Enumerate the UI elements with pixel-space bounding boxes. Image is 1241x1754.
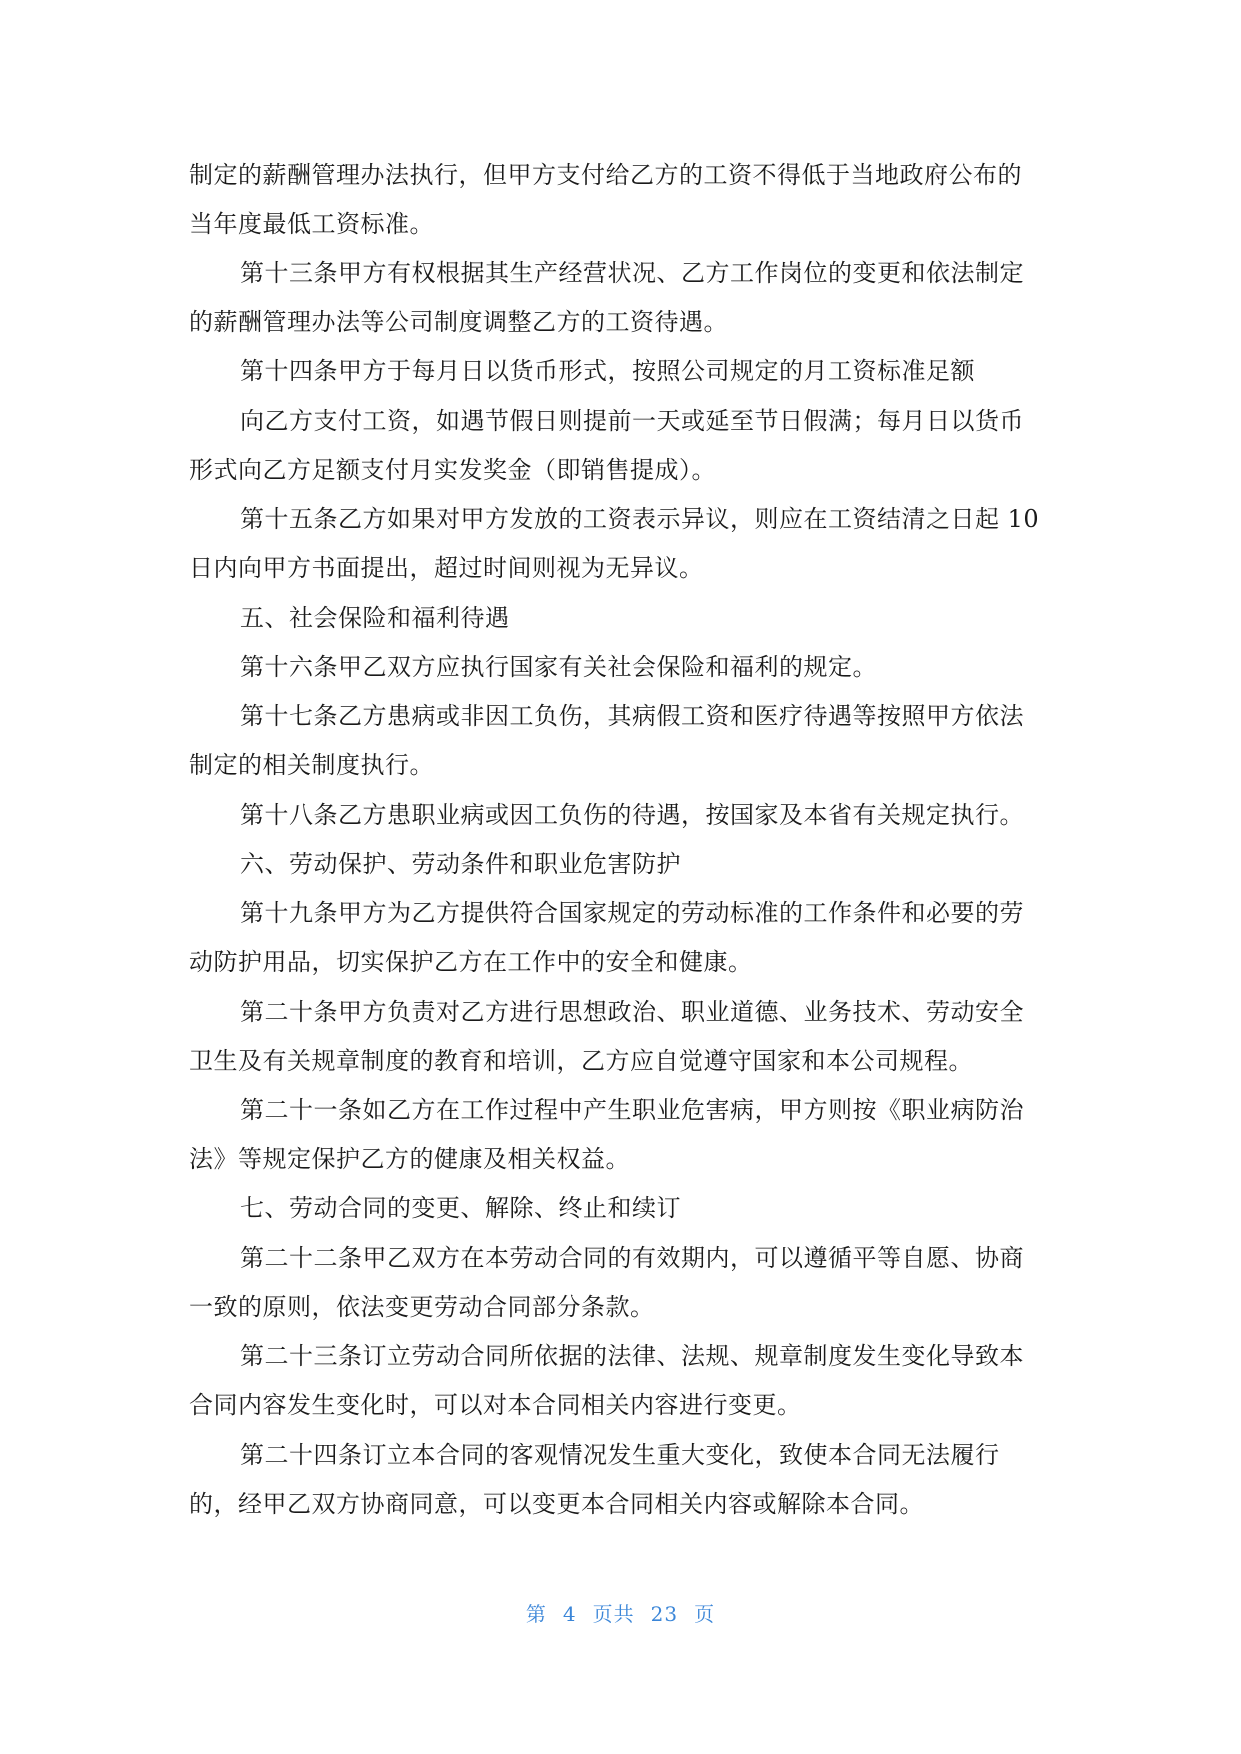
text-line: 第十八条乙方患职业病或因工负伤的待遇，按国家及本省有关规定执行。 [240, 801, 1024, 829]
text-line: 第二十二条甲乙双方在本劳动合同的有效期内，可以遵循平等自愿、协商 [240, 1244, 1024, 1272]
text-line: 卫生及有关规章制度的教育和培训，乙方应自觉遵守国家和本公司规程。 [189, 1047, 973, 1075]
page-footer [0, 1600, 1241, 1628]
footer-suffix: 页 [694, 1602, 716, 1626]
text-line: 第十九条甲方为乙方提供符合国家规定的劳动标准的工作条件和必要的劳 [240, 899, 1024, 927]
section-heading: 五、社会保险和福利待遇 [240, 604, 510, 632]
text-line: 制定的薪酬管理办法执行，但甲方支付给乙方的工资不得低于当地政府公布的 [189, 161, 1022, 189]
current-page-number: 4 [562, 1602, 577, 1626]
section-heading: 六、劳动保护、劳动条件和职业危害防护 [240, 850, 681, 878]
text-line: 制定的相关制度执行。 [189, 751, 434, 779]
text-line: 动防护用品，切实保护乙方在工作中的安全和健康。 [189, 948, 753, 976]
text-line: 法》等规定保护乙方的健康及相关权益。 [189, 1145, 630, 1173]
text-line: 第十三条甲方有权根据其生产经营状况、乙方工作岗位的变更和依法制定 [240, 259, 1024, 287]
text-line: 第二十条甲方负责对乙方进行思想政治、职业道德、业务技术、劳动安全 [240, 998, 1024, 1026]
section-heading: 七、劳动合同的变更、解除、终止和续订 [240, 1194, 681, 1222]
text-line: 第十七条乙方患病或非因工负伤，其病假工资和医疗待遇等按照甲方依法 [240, 702, 1024, 730]
text-line: 合同内容发生变化时，可以对本合同相关内容进行变更。 [189, 1391, 802, 1419]
text-line: 第十四条甲方于每月日以货币形式，按照公司规定的月工资标准足额 [240, 357, 975, 385]
text-line: 一致的原则，依法变更劳动合同部分条款。 [189, 1293, 655, 1321]
text-line: 当年度最低工资标准。 [189, 210, 434, 238]
text-line: 的薪酬管理办法等公司制度调整乙方的工资待遇。 [189, 308, 728, 336]
text-line: 第二十四条订立本合同的客观情况发生重大变化，致使本合同无法履行 [240, 1441, 1000, 1469]
footer-mid: 页共 [592, 1602, 635, 1626]
text-line: 第十六条甲乙双方应执行国家有关社会保险和福利的规定。 [240, 653, 877, 681]
text-line: 的，经甲乙双方协商同意，可以变更本合同相关内容或解除本合同。 [189, 1490, 924, 1518]
text-line: 第二十三条订立劳动合同所依据的法律、法规、规章制度发生变化导致本 [240, 1342, 1024, 1370]
text-line: 形式向乙方足额支付月实发奖金（即销售提成）。 [189, 456, 716, 484]
text-line: 第十五条乙方如果对甲方发放的工资表示异议，则应在工资结清之日起 10 [240, 505, 1040, 533]
text-line: 向乙方支付工资，如遇节假日则提前一天或延至节日假满；每月日以货币 [240, 407, 1024, 435]
footer-prefix: 第 [525, 1602, 547, 1626]
text-line: 日内向甲方书面提出，超过时间则视为无异议。 [189, 554, 704, 582]
text-line: 第二十一条如乙方在工作过程中产生职业危害病，甲方则按《职业病防治 [240, 1096, 1024, 1124]
total-pages-number: 23 [650, 1602, 679, 1626]
